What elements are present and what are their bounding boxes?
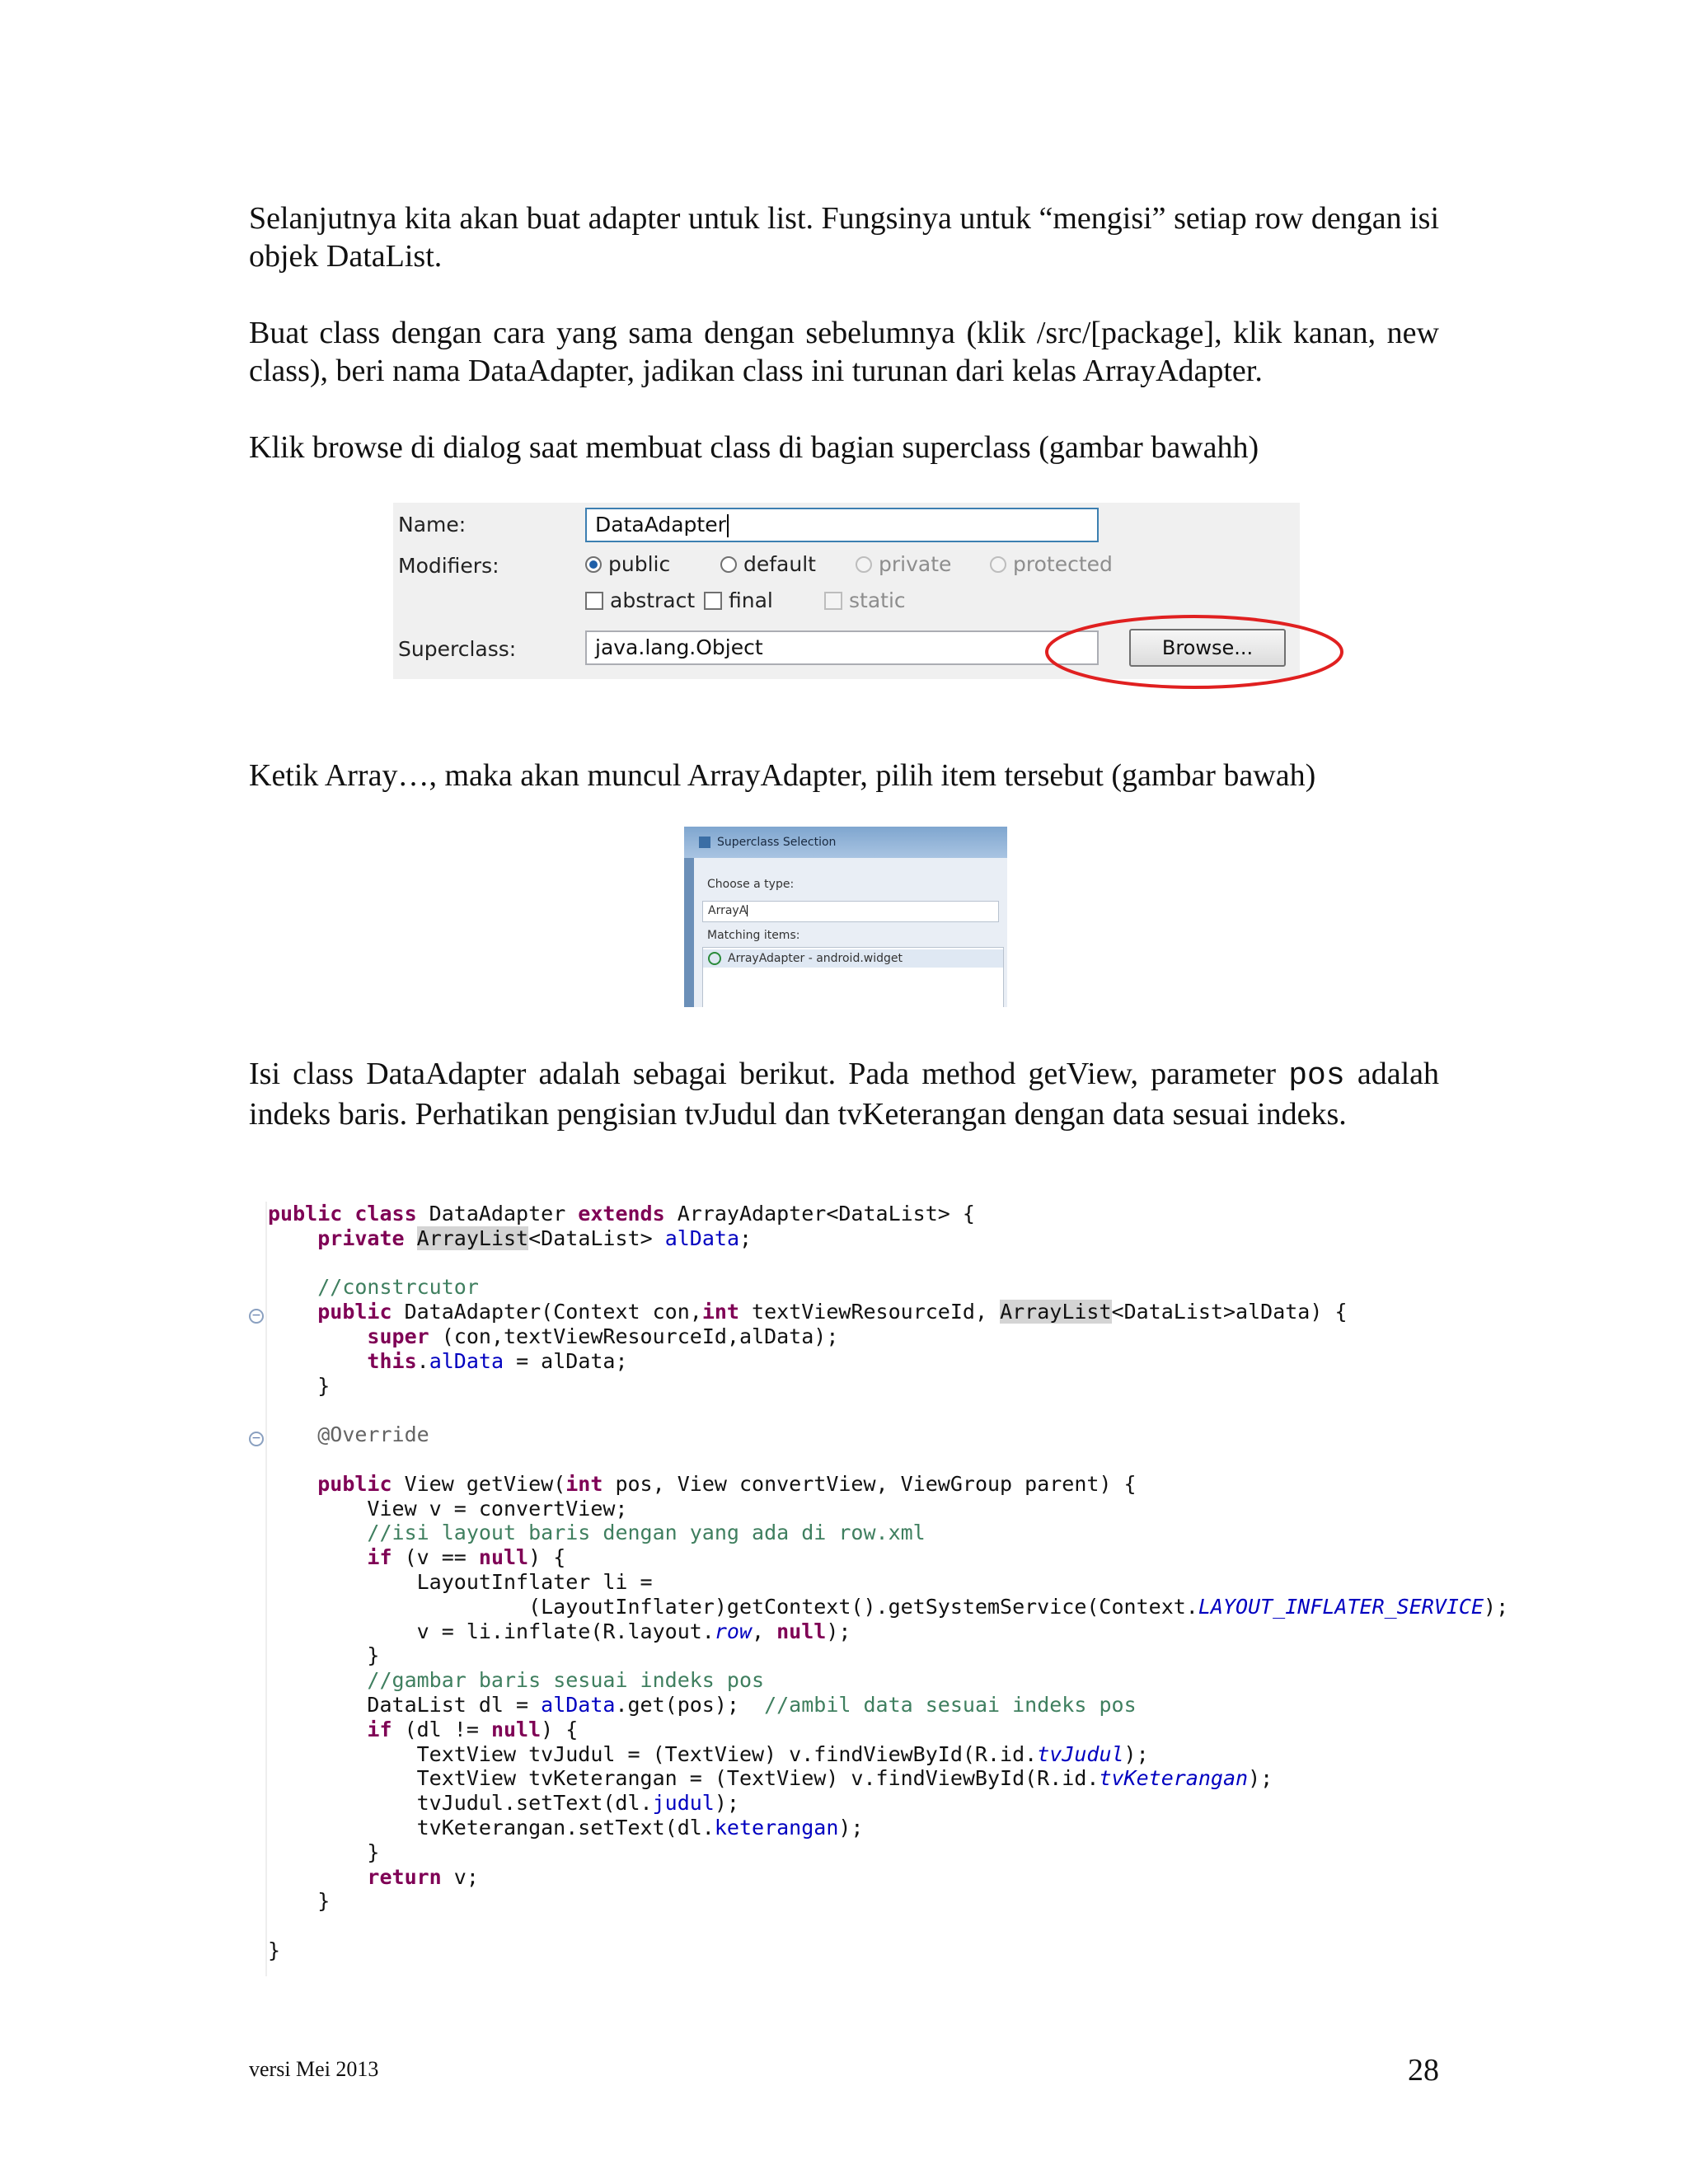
superclass-field[interactable]: java.lang.Object (585, 630, 1099, 665)
name-field[interactable] (585, 508, 1099, 542)
modifier-private-label: private (879, 552, 952, 576)
modifier-private-radio[interactable] (856, 552, 951, 576)
matching-item-arrayadapter[interactable] (703, 949, 1003, 968)
dialog-side-border (684, 858, 694, 1007)
modifier-abstract-checkbox[interactable] (585, 588, 695, 612)
checkbox-icon (585, 592, 603, 610)
paragraph-type-array: Ketik Array…, maka akan muncul ArrayAdapter, pilih item tersebut (gambar bawah) (249, 758, 1316, 793)
paragraph-click-browse: Klik browse di dialog saat membuat class di bagian superclass (gambar bawahh) (249, 430, 1259, 465)
modifier-default-radio[interactable] (720, 552, 816, 576)
footer-version: versi Mei 2013 (249, 2057, 379, 2081)
inline-code-pos: pos (1288, 1058, 1345, 1094)
superclass-selection-titlebar (684, 827, 1007, 858)
fold-icon: − (249, 1432, 264, 1446)
modifiers-label: Modifiers: (398, 554, 499, 578)
modifier-public-label: public (608, 552, 671, 576)
superclass-label: Superclass: (398, 637, 517, 661)
modifier-abstract-label: abstract (610, 588, 696, 612)
radio-selected-icon (585, 556, 602, 573)
modifier-protected-radio[interactable] (990, 552, 1113, 576)
window-icon (699, 837, 710, 848)
browse-button[interactable]: Browse... (1129, 629, 1286, 667)
checkbox-icon (704, 592, 722, 610)
modifier-static-label: static (849, 588, 906, 612)
name-label: Name: (398, 513, 467, 537)
matching-items-label: Matching items: (707, 929, 800, 942)
modifier-public-radio[interactable] (585, 552, 670, 576)
code-listing: public class DataAdapter extends ArrayAdapter<DataList> { private ArrayList<DataList> alData; //constrcutor public DataAdapter(Context con,int textViewResourceId, ArrayList<DataList>alData) { super (con,textViewResourceId,alData); this.alData = alData; } @Override public View getView(int pos, View convertView, ViewGroup parent) { View v = convertView; //isi layout baris dengan yang ada di row.xml if (v == null) { LayoutInflater li = (LayoutInflater)getContext().getSystemService(Context.LAYOUT_INFLATER_SERVICE); v = li.inflate(R.layout.row, null); } //gambar baris sesuai indeks pos DataList dl = alData.get(pos); //ambil data sesuai indeks pos if (dl != null) { TextView tvJudul = (TextView) v.findViewById(R.id.tvJudul); TextView tvKeterangan = (TextView) v.findViewById(R.id.tvKeterangan); tvJudul.setText(dl.judul); tvKeterangan.setText(dl.keterangan); } return v; } } (268, 1202, 1509, 1962)
class-icon (708, 952, 721, 965)
highlight-ellipse (1043, 612, 1346, 692)
paragraph-create-class: Buat class dengan cara yang sama dengan sebelumnya (klik /src/[package], klik kanan, new class), beri nama DataAdapter, jadikan class ini turunan dari kelas ArrayAdapter. (249, 316, 1439, 388)
modifier-static-checkbox[interactable] (824, 588, 906, 612)
type-search-value: ArrayA (708, 904, 748, 917)
radio-disabled-icon (856, 556, 872, 573)
name-value: DataAdapter (595, 513, 726, 537)
checkbox-disabled-icon (824, 592, 842, 610)
matching-item-label: ArrayAdapter - android.widget (728, 952, 903, 965)
type-search-input[interactable] (702, 901, 999, 922)
paragraph-class-contents (249, 1055, 1439, 1133)
page-number: 28 (1408, 2053, 1439, 2088)
modifier-final-checkbox[interactable] (704, 588, 773, 612)
modifier-protected-label: protected (1013, 552, 1113, 576)
paragraph-text: adalah indeks baris. Perhatikan pengisian tvJudul dan tvKeterangan dengan data sesuai indeks. (249, 1057, 1439, 1132)
paragraph-text: Isi class DataAdapter adalah sebagai berikut. Pada method getView, parameter (249, 1057, 1289, 1091)
choose-type-label: Choose a type: (707, 878, 795, 891)
modifier-final-label: final (729, 588, 773, 612)
superclass-selection-title: Superclass Selection (717, 836, 837, 849)
paragraph-adapter-intro: Selanjutnya kita akan buat adapter untuk list. Fungsinya untuk “mengisi” setiap row dengan isi objek DataList. (249, 201, 1439, 274)
fold-icon: − (249, 1309, 264, 1324)
text-caret (727, 514, 729, 537)
radio-icon (720, 556, 737, 573)
code-gutter (265, 1202, 267, 1976)
modifier-default-label: default (743, 552, 816, 576)
matching-items-list (702, 947, 1004, 1007)
radio-disabled-icon (990, 556, 1006, 573)
superclass-selection-screenshot (684, 827, 1007, 1007)
